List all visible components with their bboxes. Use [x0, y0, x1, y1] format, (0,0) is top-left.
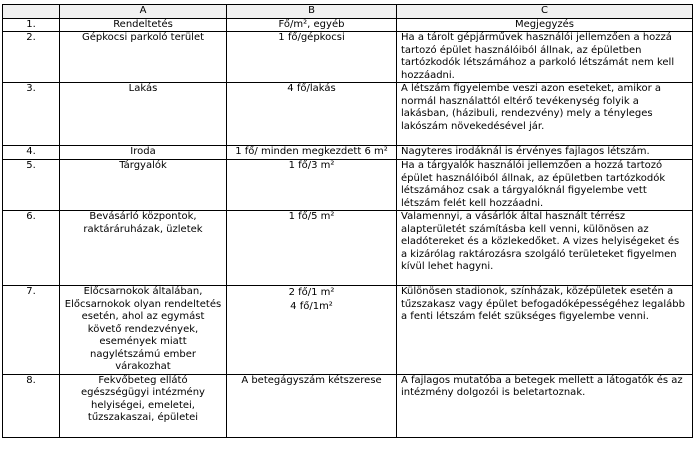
- notes-cell: Valamennyi, a vásárlók által használt térrész alapterületét számításba kell venni, különösen az eladótereket és a közlekedőket. A vizes helyiségeket és a kizárólag raktározásra szolgáló területeket figyelmen kívül lehet hagyni.: [397, 211, 693, 286]
- rate-cell: 1 fő/5 m²: [227, 211, 397, 286]
- table-row: [3, 286, 693, 375]
- corner-cell: [3, 5, 60, 19]
- column-letter-b: B: [227, 5, 397, 19]
- row-number: 1.: [3, 18, 60, 32]
- rate-cell: [227, 286, 397, 375]
- header-row: [3, 18, 693, 32]
- table-row: [3, 211, 693, 286]
- purpose-cell: Tárgyalók: [60, 160, 227, 211]
- notes-cell: Nagyteres irodáknál is érvényes fajlagos létszám.: [397, 146, 693, 160]
- table-row: [3, 83, 693, 146]
- notes-cell: Különösen stadionok, színházak, középületek esetén a tűzszakasz vagy épület befogadóképességéhez legalább a fenti létszám felét szükséges figyelembe venni.: [397, 286, 693, 375]
- purpose-cell: Előcsarnokok általában, Előcsarnokok olyan rendeltetés esetén, ahol az egymást követő rendezvények, események miatt nagylétszámú ember várakozhat: [60, 286, 227, 375]
- table-row: [3, 146, 693, 160]
- header-notes: Megjegyzés: [397, 18, 693, 32]
- table-row: [3, 32, 693, 83]
- row-number: 7.: [3, 286, 60, 375]
- notes-cell: Ha a tárolt gépjárművek használói jellemzően a hozzá tartozó épület használóiból állnak, az épületben tartózkodók létszámához a parkoló létszámát nem kell hozzáadni.: [397, 32, 693, 83]
- occupancy-table: [2, 4, 693, 438]
- rate-cell: 1 fő/3 m²: [227, 160, 397, 211]
- row-number: 3.: [3, 83, 60, 146]
- column-letter-c: C: [397, 5, 693, 19]
- row-number: 5.: [3, 160, 60, 211]
- purpose-cell: Fekvőbeteg ellátó egészségügyi intézmény helyiségei, emeletei, tűzszakaszai, épületei: [60, 374, 227, 437]
- purpose-cell: Gépkocsi parkoló terület: [60, 32, 227, 83]
- row-number: 6.: [3, 211, 60, 286]
- notes-cell: A létszám figyelembe veszi azon eseteket, amikor a normál használattól eltérő tevékenység folyik a lakásban, (házibuli, rendezvény) mely a tényleges lakószám növekedésével jár.: [397, 83, 693, 146]
- row-number: 4.: [3, 146, 60, 160]
- header-rate: Fő/m², egyéb: [227, 18, 397, 32]
- column-letter-row: [3, 5, 693, 19]
- rate-cell: 1 fő/ minden megkezdett 6 m²: [227, 146, 397, 160]
- rate-cell: A betegágyszám kétszerese: [227, 374, 397, 437]
- row-number: 8.: [3, 374, 60, 437]
- header-purpose: Rendeltetés: [60, 18, 227, 32]
- rate-cell: 4 fő/lakás: [227, 83, 397, 146]
- purpose-cell: Lakás: [60, 83, 227, 146]
- notes-cell: A fajlagos mutatóba a betegek mellett a látogatók és az intézmény dolgozói is beletartoznak.: [397, 374, 693, 437]
- table-row: [3, 160, 693, 211]
- rate-line-2: 4 fő/1m²: [290, 300, 333, 312]
- table-row: [3, 374, 693, 437]
- row-number: 2.: [3, 32, 60, 83]
- notes-cell: Ha a tárgyalók használói jellemzően a hozzá tartozó épület használóiból állnak, az épületben tartózkodók létszámához csak a tárgyalóknál figyelembe vett létszám felét kell hozzáadni.: [397, 160, 693, 211]
- column-letter-a: A: [60, 5, 227, 19]
- purpose-cell: Iroda: [60, 146, 227, 160]
- rate-line-1: 2 fő/1 m²: [288, 287, 335, 298]
- purpose-cell: Bevásárló központok, raktáráruházak, üzletek: [60, 211, 227, 286]
- rate-cell: 1 fő/gépkocsi: [227, 32, 397, 83]
